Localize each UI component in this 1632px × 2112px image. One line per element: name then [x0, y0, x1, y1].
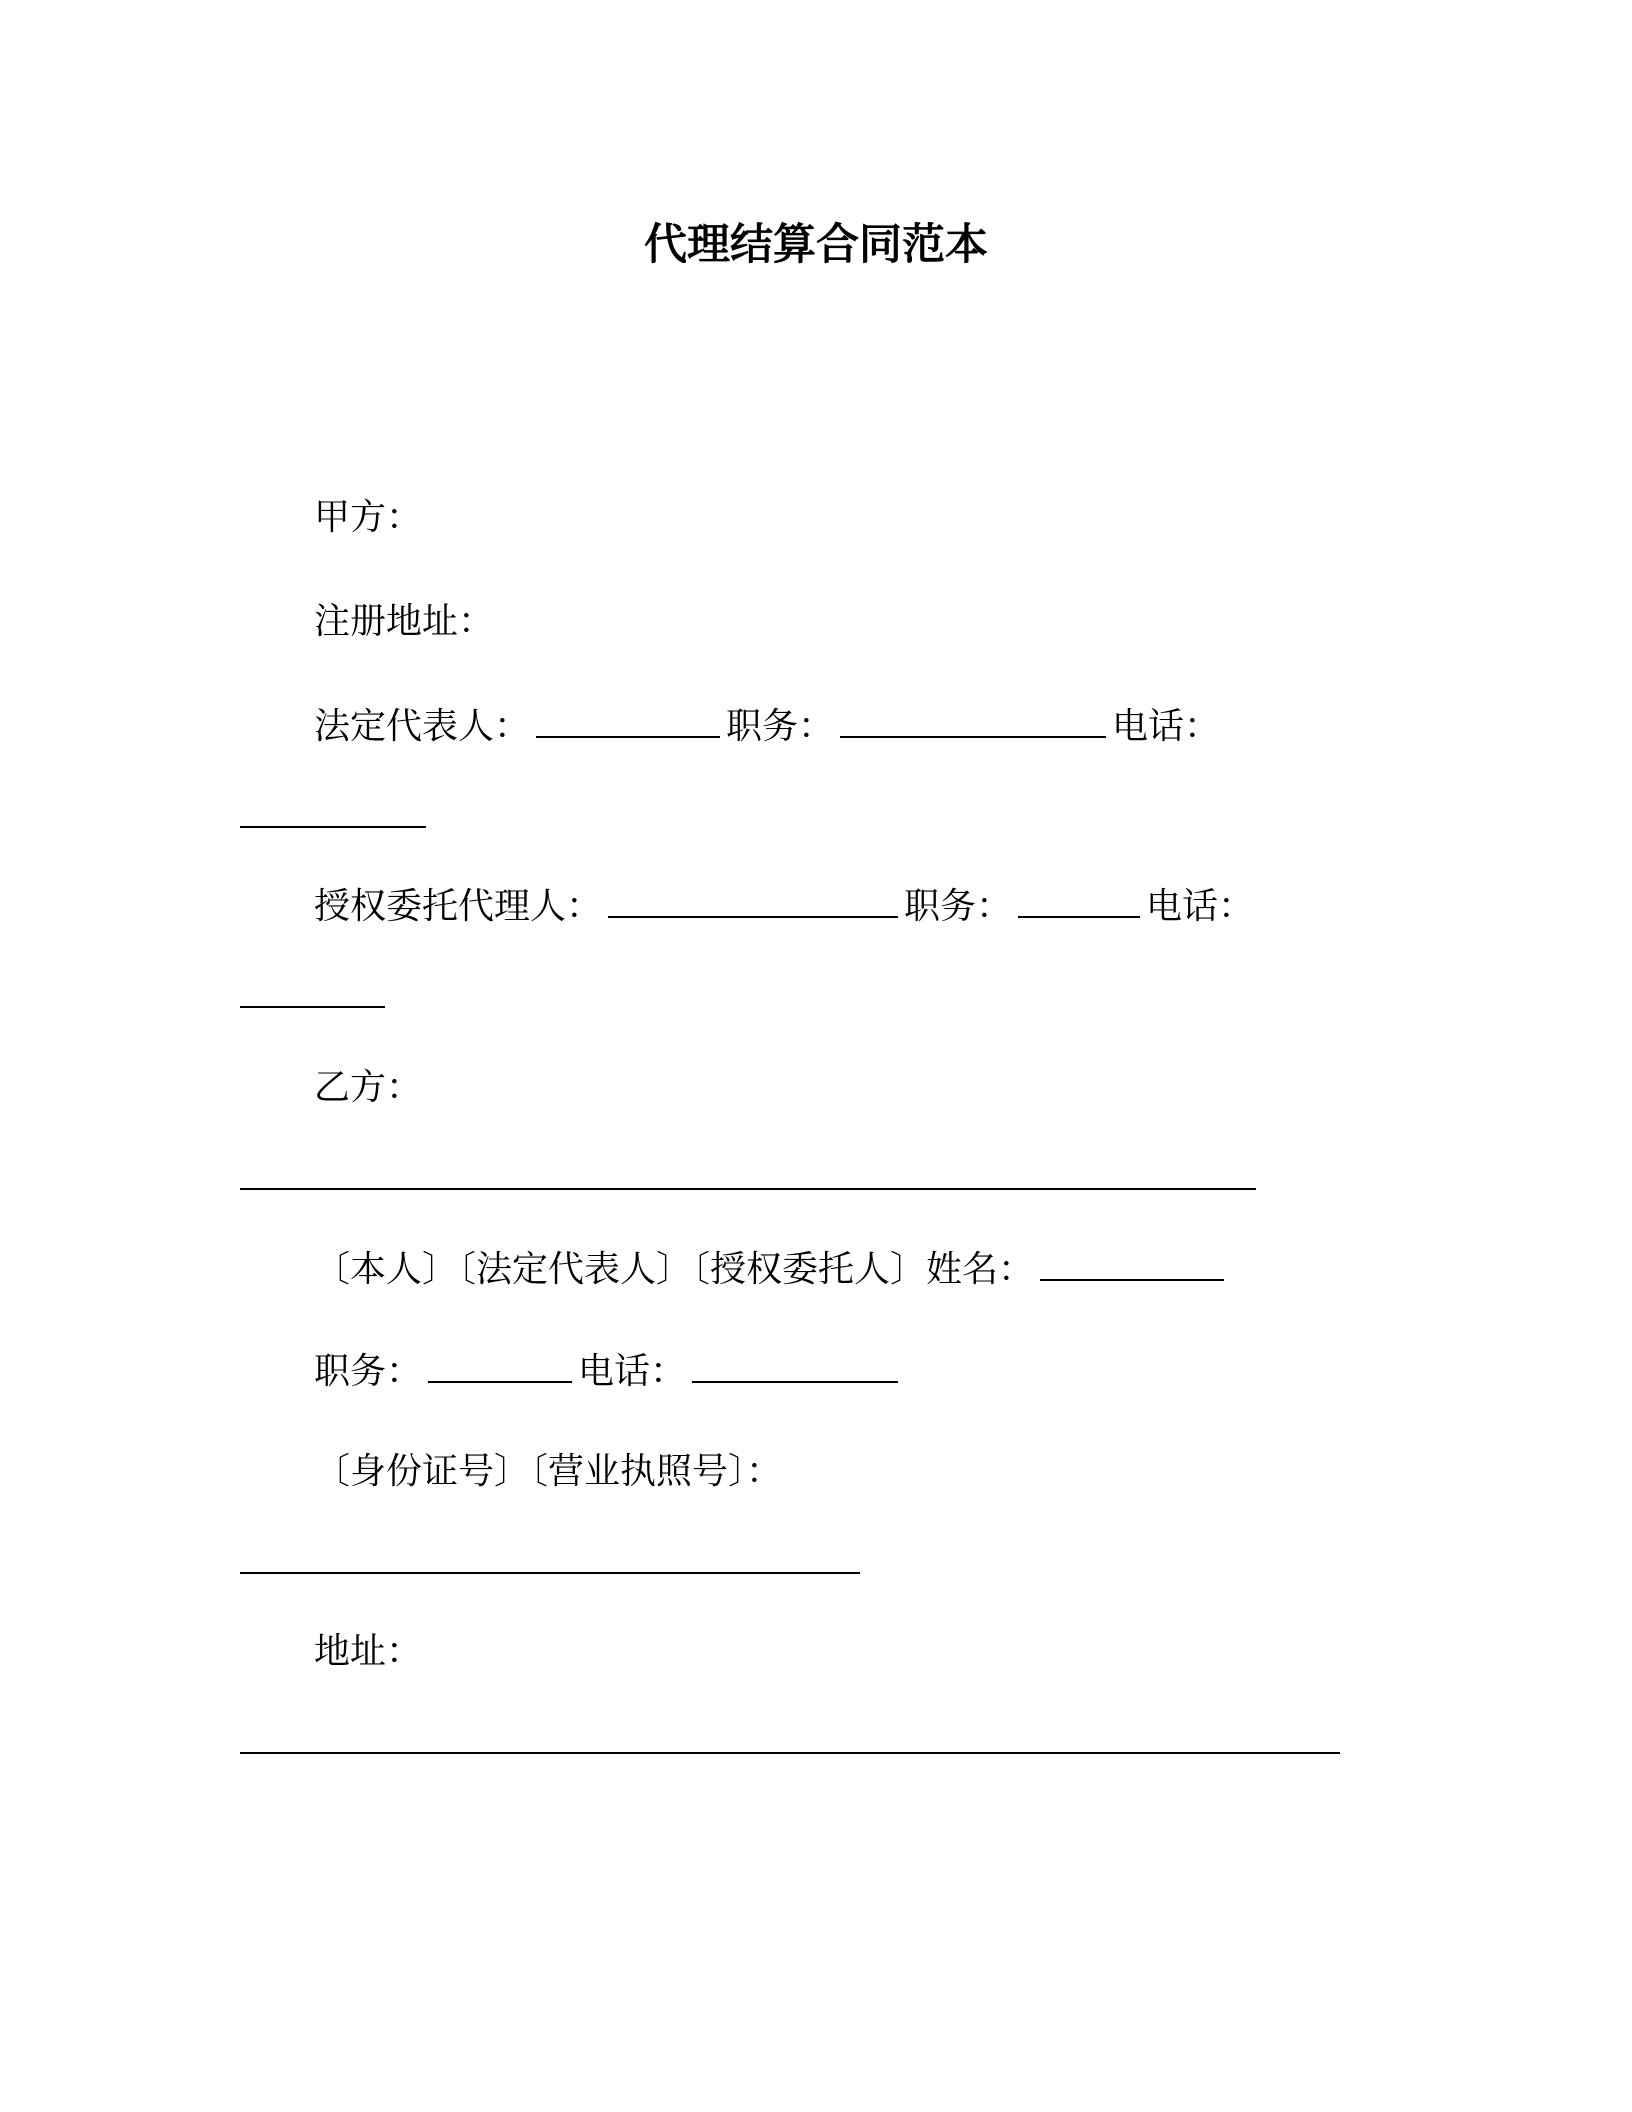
party-b-position-line: [314, 1350, 904, 1393]
party-b-address-blank[interactable]: [240, 1752, 1340, 1754]
party-b-position-blank[interactable]: [428, 1355, 572, 1383]
party-a-address-label: 注册地址：: [314, 601, 495, 642]
agent-phone-label: 电话：: [1146, 886, 1255, 927]
identity-options: 〔本人〕〔法定代表人〕〔授权委托人〕姓名：: [314, 1249, 1035, 1290]
party-a-agent-line: [314, 885, 1254, 928]
party-b-phone-blank[interactable]: [692, 1355, 898, 1383]
agent-phone-blank[interactable]: [240, 1006, 385, 1008]
legal-rep-label: 法定代表人：: [314, 706, 531, 747]
party-a-legal-rep-line: [314, 705, 1220, 748]
legal-rep-blank[interactable]: [536, 710, 720, 738]
party-b-identity-line: [314, 1248, 1230, 1291]
legal-rep-position-label: 职务：: [726, 706, 835, 747]
legal-rep-position-blank[interactable]: [840, 710, 1106, 738]
party-b-name-blank[interactable]: [240, 1188, 1256, 1190]
agent-position-label: 职务：: [904, 886, 1013, 927]
agent-name-blank[interactable]: [608, 890, 898, 918]
legal-rep-phone-blank[interactable]: [240, 826, 426, 828]
party-b-name-field-blank[interactable]: [1040, 1253, 1224, 1281]
party-b-label: 乙方：: [314, 1067, 423, 1108]
party-b-address-label: 地址：: [314, 1631, 423, 1672]
legal-rep-phone-label: 电话：: [1112, 706, 1221, 747]
party-b-id-label: 〔身份证号〕〔营业执照号〕：: [314, 1451, 783, 1492]
party-b-id-blank[interactable]: [240, 1572, 860, 1574]
party-b-phone-label: 电话：: [578, 1351, 687, 1392]
party-a-label: 甲方：: [314, 497, 423, 538]
document-title: 代理结算合同范本: [644, 220, 988, 270]
agent-label: 授权委托代理人：: [314, 886, 603, 927]
party-b-position-label: 职务：: [314, 1351, 423, 1392]
agent-position-blank[interactable]: [1018, 890, 1140, 918]
